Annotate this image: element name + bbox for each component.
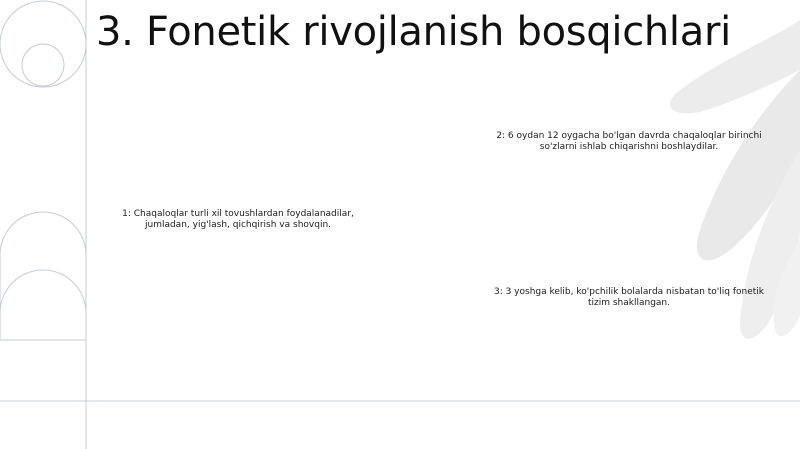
stage-1-text: 1: Chaqaloqlar turli xil tovushlardan foydalanadilar, jumladan, yig'lash, qichqirish va shovqin.: [122, 209, 354, 230]
stage-2-text: 2: 6 oydan 12 oygacha bo'lgan davrda chaqaloqlar birinchi so'zlarni ishlab chiqarishni boshlaydilar.: [496, 131, 762, 152]
small-circle-outline: [22, 44, 64, 86]
arch-outline-lower: [0, 270, 86, 313]
stage-3-text: 3: 3 yoshga kelib, ko'pchilik bolalarda nisbatan to'liq fonetik tizim shakllangan.: [493, 287, 765, 308]
slide-title: 3. Fonetik rivojlanish bosqichlari: [96, 9, 731, 55]
arch-outline-upper: [0, 212, 86, 340]
